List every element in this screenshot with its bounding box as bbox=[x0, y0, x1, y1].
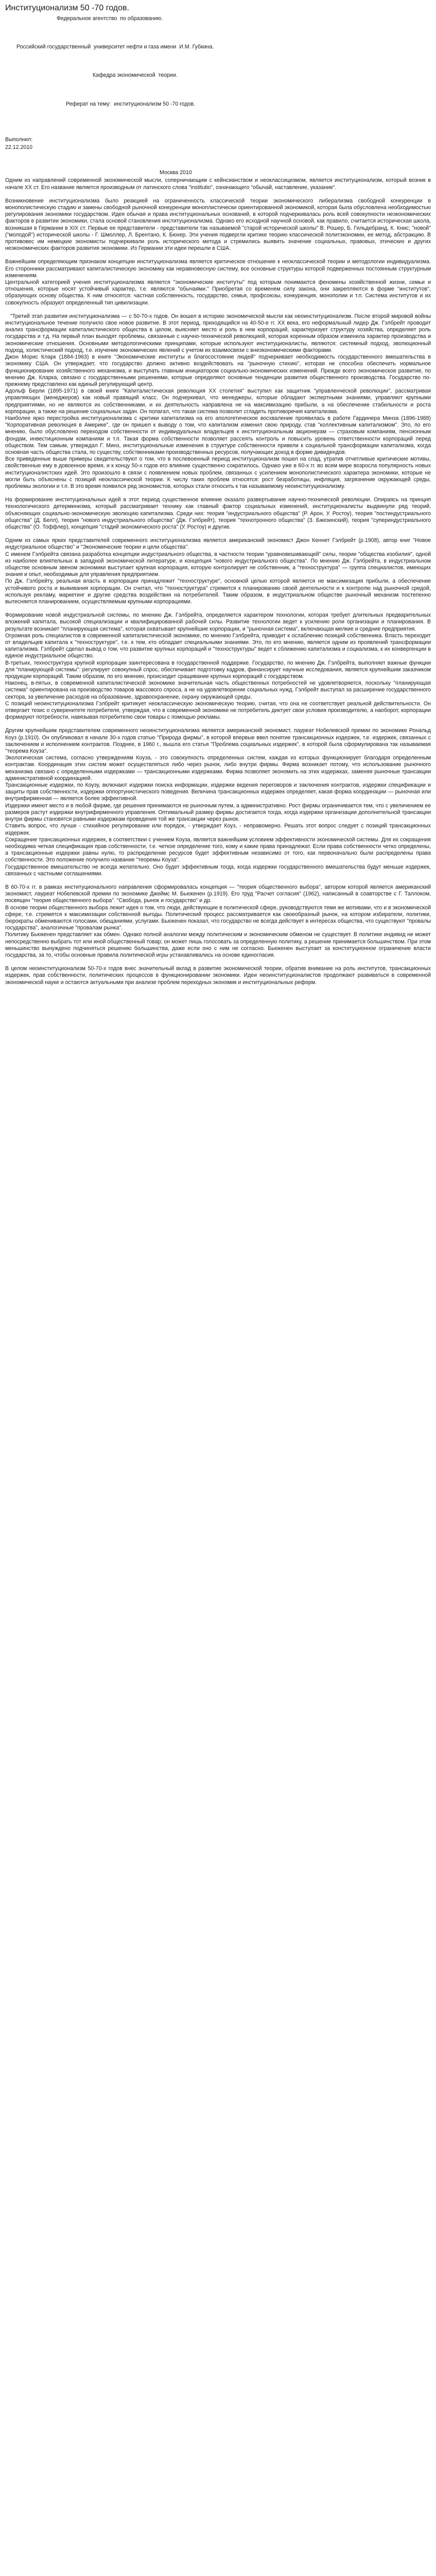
body-paragraph: Издержки имеют место и в любой фирме, где решения принимаются не рыночным путем, а административно. Рост фирмы ограничивается тем, что с увеличением ее размеров растут издержки внутрифирменного управления. Оптимальный размер фирмы достигается тогда, когда издержки организации дополнительной трансакции внутри фирмы становятся равными издержкам проведения той же трансакции через рынок. bbox=[5, 802, 431, 823]
body-paragraph: Все приведенные выше примеры свидетельствуют о том, что в послевоенный период институционализм пошел на спад, утратив отчетливые критические мотивы, свойственные ему в довоенное время, и к концу 50-х годов его влияние существенно сократилось. Однако уже в 60-х гг. во всем мире возросла популярность новых институционалистских идей. Это произошло в связи с появлением новых проблем, связанных с усилением монополистического характера экономики, которые не могли быть объяснены с позиций неоклассической теории. К числу таких проблем относятся: рост безработицы, инфляция, загрязнение окружающей среды, проблемы экологии и т.п. В это время появился ряд экономистов, которых стали относить к так называемому неоинституционализму. bbox=[5, 456, 431, 489]
body-paragraph: Трансакционные издержки, по Коузу, включают издержки поиска информации, издержки ведения переговоров и заключения контрактов, издержки спецификации и защиты прав собственности, издержки оппортунистического поведения. Величина трансакционных издержек определяет, какая форма координации — рыночная или внутрифирменная — является более эффективной. bbox=[5, 782, 431, 802]
department-line: Кафедра экономической теории. bbox=[93, 72, 178, 79]
body-paragraph: В основе теории общественного выбора лежит идея о том, что люди, действующие в политической сфере, руководствуются теми же мотивами, что и в экономической сфере, т.е. стремятся к максимизации собственной выгоды. Политический процесс рассматривается как своеобразный рынок, на котором избиратели, политики, бюрократы обмениваются голосами, обещаниями, услугами. Бьюкенен показал, что государство не всегда действует в интересах общества, что существуют "провалы государства", аналогичные "провалам рынка". bbox=[5, 904, 431, 931]
body-paragraph: Адольф Берли (1895-1971) в своей книге "Капиталистическая революция XX столетия" выступил как защитник "управленческой революции", рассматривая управляющих (менеджеров) как новый правящий класс. Он подчеркивал, что менеджеры, которые обладают экспертными знаниями, управляют крупными предприятиями, но не являются их собственниками, и их деятельность направлена не на максимизацию прибыли, а на обеспечение стабильности и роста корпорации, а также на решение социальных задач. Он полагал, что такая система позволит сгладить противоречия капитализма. bbox=[5, 388, 431, 415]
performed-label: Выполнил: bbox=[5, 136, 33, 143]
report-subject-line: Реферат на тему: институционализм 50 -70 годов. bbox=[66, 100, 196, 107]
body-paragraph: Наконец, в-пятых, в современной капиталистической экономике значительная часть общественных потребностей не удовлетворяется, поскольку "планирующая система" ориентирована на производство товаров массового спроса, а не на удовлетворение социальных нужд. Гэлбрейт выступал за расширение государственного сектора, за увеличение расходов на образование, здравоохранение, охрану окружающей среды. bbox=[5, 680, 431, 700]
body-paragraph: Политику Бьюкенен представляет как обмен. Однако полной аналогии между политическим и экономическим обменом не существует. В политике индивид не может непосредственно выбрать тот или иной общественный товар; он может лишь голосовать за определенную политику, а решение принимается большинством. При этом меньшинство вынуждено подчиняться решению большинства, даже если оно с ним не согласно. Бьюкенен выступает за конституционное ограничение власти государства, за то, чтобы основные правила политической игры устанавливались на основе единогласия. bbox=[5, 931, 431, 958]
body-paragraph: В-третьих, техноструктура крупной корпорации заинтересована в государственной поддержке. Государство, по мнению Дж. Гэлбрейта, выполняет важные функции для "планирующей системы": регулирует совокупный спрос, обеспечивает подготовку кадров, финансирует научные исследования, является крупнейшим заказчиком продукции корпораций. Таким образом, по его мнению, происходит сращивание крупных корпораций с государством. bbox=[5, 659, 431, 680]
city-year-line: Москва 2010 bbox=[160, 170, 192, 176]
body-paragraph: Джон Морис Кларк (1884-1963) в книге "Экономические институты и благосостояние людей" подчеркивает необходимость государственного вмешательства в экономику США. Он утверждает, что государство должно активно воздействовать на "рыночную стихию", которая не способна обеспечить нормальное функционирование хозяйственного механизма, и выступать главным инициатором социально-экономических изменений. Прежде всего экономическое развитие, по мнению Дж. Кларка, связано с государственными решениями, которые определяют основные тенденции развития общественного производства. Государство по-прежнему представлено как единый регулирующий центр. bbox=[5, 354, 431, 387]
body-paragraph: С именем Гэлбрейта связана разработка концепции индустриального общества, в частности теории "уравновешивающей" силы, теории "общества изобилия", одной из наиболее влиятельных в западной экономической литературе, и концепция "нового индустриального общества". По мнению Дж. Гэлбрейта, в индустриальном обществе основным звеном экономики выступает крупная корпорация, которую контролирует не собственник, а "техноструктура" — группа специалистов, имеющих знания и опыт, необходимые для управления предприятием. bbox=[5, 551, 431, 578]
agency-line: Федеральное агентство по образованию. bbox=[57, 15, 163, 22]
date-line: 22.12.2010 bbox=[5, 144, 33, 151]
body-paragraph: На формирование институциональных идей в этот период существенное влияние оказало развертывание научно-технической революции. Опираясь на принцип технологического детерминизма, который рассматривает технику как главный фактор социальных изменений, институционалисты выдвинули ряд теорий, объясняющих социально-экономическую эволюцию капитализма. Среди них: теория "индустриального общества" (Р. Арон, У. Ростоу), теория "постиндустриального общества" (Д. Белл), теория "нового индустриального общества" (Дж. Гэлбрейт), теория "технотронного общества" (З. Бжезинский), теория "супериндустриального общества" (О. Тоффлер), концепция "стадий экономического роста" (У. Ростоу) и другие. bbox=[5, 497, 431, 530]
body-paragraph: Государственное вмешательство не всегда желательно. Оно будет эффективным тогда, когда издержки государственного вмешательства будут меньше издержек, связанных с частными соглашениями. bbox=[5, 863, 431, 877]
body-text bbox=[5, 177, 431, 986]
body-paragraph: Огромная роль специалистов в современной капиталистической экономике, по мнению Гэлбрейта, приводит к ослаблению позиций собственника. Власть переходит от владельцев капитала к "техноструктуре", т.е. к тем, кто обладает специальными знаниями. Это, по его мнению, является одним из проявлений трансформации капитализма. Гэлбрейт сделал вывод о том, что развитие крупных корпораций и "техноструктуры" ведет к сближению капитализма и социализма, к их конвергенции в единое индустриальное общество. bbox=[5, 632, 431, 659]
body-paragraph: Важнейшим определяющим признаком концепции институционализма является критическое отношение к неоклассической теории и методологии индивидуализма. Его сторонники рассматривают капиталистическую экономику как неравновесную систему, все основные структуры которой подверженных постоянным структурным изменениям. bbox=[5, 259, 431, 279]
body-paragraph: Центральной категорией учения институционализма является "экономические институты" под которым понимаются феномены хозяйственной жизни, семьи и отношения, которые носят устойчивый характер, т.е. являются "обычаями." Приобретая со временем силу закона, они закрепляются в форме "институтов", образующих основу общества. К ним относятся: частная собственность, государство, семья, профсоюзы, конкуренция, монополии и т.п. Система институтов и их совокупность образуют определенный тип цивилизации. bbox=[5, 279, 431, 306]
title-page bbox=[5, 15, 431, 176]
document-title: Институционализм 50 -70 годов. bbox=[5, 4, 129, 12]
body-paragraph: Формирование новой индустриальной системы, по мнению Дж. Гэлбрейта, определяется характером технологии, которая требует длительных предварительных вложений капитала, высокой специализации и квалифицированной рабочей силы. Развитие технологии ведет к усилению роли организации и планирования. В результате возникает "планирующая система", которая охватывает крупнейшие корпорации, и "рыночная система", включающая мелкие и средние предприятия. bbox=[5, 612, 431, 632]
body-paragraph: По Дж. Гэлбрейту, реальная власть в корпорации принадлежит "техноструктуре", основной целью которой является не максимизация прибыли, а обеспечение устойчивого роста и выживания корпорации. Он считал, что "техноструктура" стремится к планированию своей деятельности и к контролю над рыночной средой, используя рекламу, маркетинг и другие средства воздействия на потребителей. Таким образом, в индустриальном обществе рыночный механизм постепенно вытесняется планированием, осуществляемым крупными корпорациями. bbox=[5, 578, 431, 605]
body-paragraph: Одним из направлений современной экономической мысли, соперничающим с кейнсианством и неоклассицизмом, является институционализм, который возник в начале XX ст. Его название является производным от латинского слова "institutio", означающего "обычай, наставление, указание". bbox=[5, 177, 431, 191]
body-paragraph: В целом неоинституционализм 50-70-х годов внес значительный вклад в развитие экономической теории, обратив внимание на роль институтов, трансакционных издержек, прав собственности, политических процессов в функционировании экономики. Идеи неоинституционалистов продолжают развиваться в современной экономической науке и остаются актуальными при анализе проблем переходных экономик и институциональных реформ. bbox=[5, 965, 431, 986]
body-paragraph: "Третий этап развития институционализма — с 50-70-х годов. Он вошел в историю экономической мысли как неоинституционализм. После второй мировой войны институциональное течение получило свое новое развитие. В этот период, приходящийся на 40-50-е гг. XX века, его неформальный лидер Дж. Гэлбрейт проводит анализ трансформации капиталистического общества в целом, выясняет место и роль в нем корпораций, характеризует структуру хозяйства, определяет роль государства и т.д. На первый план выходят проблемы, связанные с научно-технической революцией, которая коренным образом изменила характер производства и экономические отношения. Основными методологическими принципами, которые используют институционалисты, являются: системный подход, эволюционный подход, холистический подход, т.е. изучение экономических явлений с учетом их взаимосвязи с внеэкономическими факторами. bbox=[5, 313, 431, 353]
body-paragraph: Другим крупнейшим представителем современного неоинституционализма является американский экономист, лауреат Нобелевской премии по экономике Рональд Коуз (р.1910). Он опубликовал в начале 30-х годов статью "Природа фирмы", в которой впервые ввел понятие трансакционных издержек, т.е. издержек, связанных с заключением и исполнением контрактов. Позднее, в 1960 г., вышла его статья "Проблема социальных издержек", в которой была сформулирована так называемая "теорема Коуза". bbox=[5, 727, 431, 755]
body-paragraph: Одним из самых ярких представителей современного институционализма является американский экономист Джон Кеннет Гэлбрейт (р.1908), автор книг "Новое индустриальное общество" и "Экономические теории и цели общества". bbox=[5, 537, 431, 551]
body-paragraph: Экологическая система, согласно утверждениям Коуза, - это совокупность определенных систем, каждая из которых функционирует благодаря определенным контрактам. Координация этих систем может осуществляться либо через рынок, либо внутри фирмы. Фирма возникает потому, что использование рыночного механизма связано с определенными издержками — трансакционными издержками. Фирма позволяет экономить на этих издержках, заменяя рыночные трансакции административной координацией. bbox=[5, 755, 431, 782]
body-paragraph: Ставить вопрос, что лучше - стихийное регулирование или порядок, - утверждает Коуз, - неправомерно. Решать этот вопрос следует с позиций трансакционных издержек. bbox=[5, 823, 431, 836]
body-paragraph: Возникновение институционализма было реакцией на ограниченность классической теории экономического либерализма свободной конкуренции в монополистическую стадию и замены свободной рыночной конкуренции моноплистически ориентированной экономикой, которая была обусловлена необходимостью регулирования экономики государством. Идея обычая и права институциональных оснований, в которой подчеркивалась роль всей совокупности неэкономических факторов в развитии экономики, стала основой становления институционализма. Однако его исходной научной основой, как правило, считается историческая школа, возникшая в Германии в XIX ст. Первые ее представители - представители так называемой "старой исторической школы" В. Рошер, Б. Гильдебранд, К. Книс; "новой" ("молодой") исторической школы - Г. Шмоллер, Л. Брентано, К. Бюхер. Эти учения подвергли критике теорию классической политэкономии, ее метод, абстракцию. В противовес им немецкие экономисты подчеркивали роль исторического метода и стремились выявить значение социальных, правовых, этических и других неэкономических факторов развития экономики. Из Германии эти идеи перешли в США. bbox=[5, 197, 431, 252]
body-paragraph: В 60-70-х гг. в рамках институционального направления сформировалась концепция — "теория общественного выбора", автором которой является американский экономист, лауреат Нобелевской премии по экономике Джеймс М. Бьюкенен (р.1919). Его труд "Расчет согласия" (1962), написанный в соавторстве с Г. Таллоком, посвящен "теория общественного выбора". "Свобода, рынок и государство" и др. bbox=[5, 884, 431, 904]
body-paragraph: Сокращение трансакционных издержек, в соответствии с учением Коуза, является важнейшим условием эффективности экономической системы. Для их сокращения необходима четкая спецификация прав собственности, т.е. четкое определение того, кому и какие права принадлежат. Если права собственности четко определены, а трансакционные издержки равны нулю, то распределение ресурсов будет эффективным независимо от того, как первоначально были распределены права собственности. Это положение получило название "теоремы Коуза". bbox=[5, 836, 431, 863]
university-line: Российский государственный университет нефти и газа имени И.М. Губкина. bbox=[16, 44, 214, 50]
body-paragraph: С позиций неоинституционализма Гэлбрейт критикует неоклассическую экономическую теорию, считая, что она не соответствует реальной действительности. Он отвергает тезис о суверенитете потребителя, утверждая, что в современной экономике не потребитель диктует свои условия производителю, а наоборот, корпорации формируют потребности, навязывая потребителю свои товары с помощью рекламы. bbox=[5, 700, 431, 721]
body-paragraph: Наиболее ярко перестройка институционализма с критики капитализма на его апологетическое восхваление проявилась в работе Гардинера Минза (1896-1988) "Корпоративная революция в Америке", где он пришел к выводу о том, что капитализм изменил свою природу, став "коллективным капитализмом". Это, по его мнению, было обусловлено переходом собственности от индивидуальных владельцев к институциональным акционерам — страховым компаниям, пенсионным фондам, инвестиционным компаниям и т.п. Такая форма собственности позволяет рассеять контроль и повысить уровень ответственности корпораций перед обществом. Тем самым, утверждал Г. Минз, институциональные изменения в структуре собственности привели к социальной трансформации капитализма, когда основная часть общества стала, по существу, собственниками производственных ресурсов, получающих доход в форме дивидендов. bbox=[5, 415, 431, 455]
